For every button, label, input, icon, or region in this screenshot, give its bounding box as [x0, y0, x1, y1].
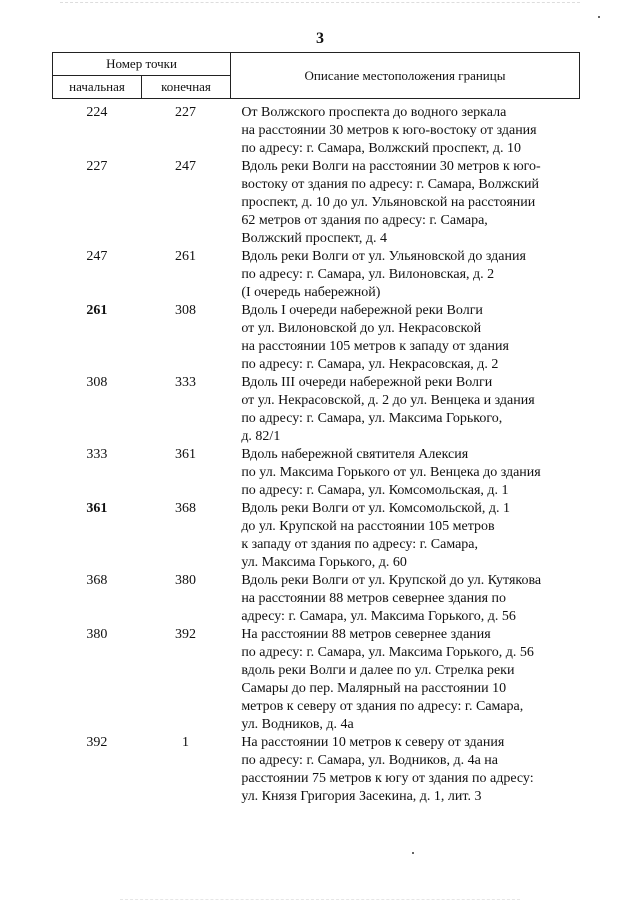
table-row [52, 626, 580, 734]
points-header: Номер точки [53, 53, 231, 76]
start-point: 227 [86, 159, 108, 174]
boundary-description: Вдоль набережной святителя Алексия по ул. Максима Горького от ул. Венцека до здания по адресу: г. Самара, ул. Комсомольская, д. 1 [241, 447, 541, 498]
boundary-description: От Волжского проспекта до водного зеркала на расстоянии 30 метров к юго-востоку от здания по адресу: г. Самара, Волжский проспект, д. 10 [241, 105, 537, 156]
start-point-header: начальная [53, 76, 142, 99]
table-row [52, 158, 580, 248]
start-point: 380 [86, 627, 108, 642]
boundary-table-body [52, 104, 580, 806]
end-point: 368 [174, 501, 196, 516]
boundary-description: Вдоль I очереди набережной реки Волги от ул. Вилоновской до ул. Некрасовской на расстоянии 105 метров к западу от здания по адресу: г. Самара, ул. Некрасовская, д. 2 [241, 303, 509, 372]
description-header: Описание местоположения границы [231, 53, 580, 99]
table-row [52, 734, 580, 806]
start-point: 261 [86, 303, 108, 318]
table-row [52, 104, 580, 158]
boundary-description: На расстоянии 10 метров к северу от здания по адресу: г. Самара, ул. Водников, д. 4а на расстоянии 75 метров к югу от здания по адресу: ул. Князя Григория Засекина, д. 1, лит. 3 [241, 735, 534, 804]
end-point: 1 [181, 735, 189, 750]
table-row [52, 248, 580, 302]
table-row [52, 446, 580, 500]
start-point: 361 [86, 501, 108, 516]
end-point: 333 [174, 375, 196, 390]
page-number: 3 [316, 30, 324, 47]
end-point: 392 [174, 627, 196, 642]
scan-artifact-top [60, 2, 580, 7]
scan-speck [412, 852, 414, 854]
start-point: 368 [86, 573, 108, 588]
table-row [52, 500, 580, 572]
table-row [52, 302, 580, 374]
boundary-description: Вдоль реки Волги на расстоянии 30 метров к юго- востоку от здания по адресу: г. Самара, Волжский проспект, д. 10 до ул. Ульяновской на расстоянии 62 метров от здания по адресу: г. Самара, Волжский проспект, д. 4 [241, 159, 541, 246]
boundary-description: Вдоль реки Волги от ул. Крупской до ул. Кутякова на расстоянии 88 метров севернее здания по адресу: г. Самара, ул. Максима Горького, д. 56 [241, 573, 542, 624]
end-point: 308 [174, 303, 196, 318]
end-point: 247 [174, 159, 196, 174]
start-point: 333 [86, 447, 108, 462]
scan-speck [598, 16, 600, 18]
end-point: 227 [174, 105, 196, 120]
boundary-description: Вдоль III очереди набережной реки Волги от ул. Некрасовской, д. 2 до ул. Венцека и здания по адресу: г. Самара, ул. Максима Горького, д. 82/1 [241, 375, 535, 444]
boundary-description: На расстоянии 88 метров севернее здания по адресу: г. Самара, ул. Максима Горького, д. 56 вдоль реки Волги и далее по ул. Стрелка реки Самары до пер. Малярный на расстоянии 10 метров к северу от здания по адресу: г. Самара, ул. Водников, д. 4а [241, 627, 534, 732]
table-row [52, 374, 580, 446]
end-point: 261 [174, 249, 196, 264]
end-point: 380 [174, 573, 196, 588]
end-point-header: конечная [142, 76, 231, 99]
start-point: 308 [86, 375, 108, 390]
table-row [52, 572, 580, 626]
start-point: 247 [86, 249, 108, 264]
boundary-description: Вдоль реки Волги от ул. Ульяновской до здания по адресу: г. Самара, ул. Вилоновская, д. 2 (I очередь набережной) [241, 249, 526, 300]
boundary-description: Вдоль реки Волги от ул. Комсомольской, д. 1 до ул. Крупской на расстоянии 105 метров к западу от здания по адресу: г. Самара, ул. Максима Горького, д. 60 [241, 501, 510, 570]
start-point: 224 [86, 105, 108, 120]
start-point: 392 [86, 735, 108, 750]
scan-artifact-bottom [120, 899, 520, 904]
end-point: 361 [174, 447, 196, 462]
table-header [52, 52, 580, 99]
